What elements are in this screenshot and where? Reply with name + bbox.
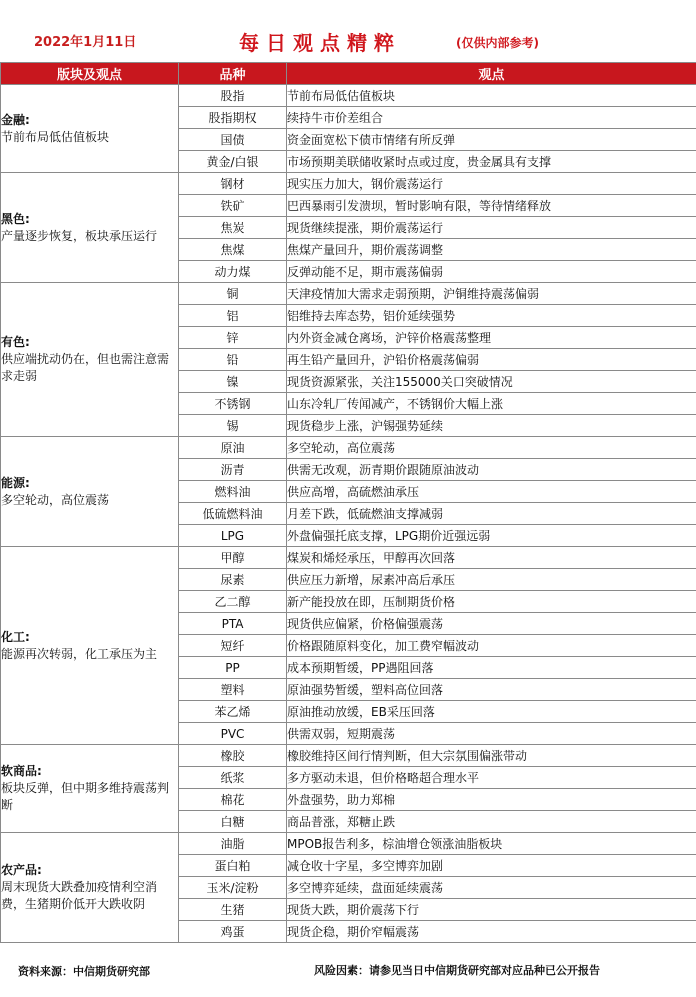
view-cell: 现货大跌，期价震荡下行 <box>287 899 696 921</box>
variety-cell: 国债 <box>179 129 287 151</box>
variety-cell: 动力煤 <box>179 261 287 283</box>
variety-cell: 鸡蛋 <box>179 921 287 943</box>
variety-cell: 铜 <box>179 283 287 305</box>
header-sector: 版块及观点 <box>1 63 179 85</box>
view-cell: 月差下跌，低硫燃油支撑减弱 <box>287 503 696 525</box>
variety-cell: 沥青 <box>179 459 287 481</box>
sector-name: 农产品: <box>1 863 42 877</box>
sector-view: 多空轮动，高位震荡 <box>1 492 110 507</box>
variety-cell: 白糖 <box>179 811 287 833</box>
view-cell: 天津疫情加大需求走弱预期，沪铜维持震荡偏弱 <box>287 283 696 305</box>
view-cell: 现货企稳，期价窄幅震荡 <box>287 921 696 943</box>
view-cell: 多空博弈延续，盘面延续震荡 <box>287 877 696 899</box>
variety-cell: 黄金/白银 <box>179 151 287 173</box>
variety-cell: 甲醇 <box>179 547 287 569</box>
sector-cell <box>1 173 179 283</box>
sector-cell <box>1 547 179 745</box>
sector-view: 供应端扰动仍在，但也需注意需求走弱 <box>1 352 170 383</box>
sector-view: 周末现货大跌叠加疫情利空消费，生猪期价低开大跌收阴 <box>1 880 158 911</box>
view-cell: 节前布局低估值板块 <box>287 85 696 107</box>
sector-cell <box>1 283 179 437</box>
view-cell: 价格跟随原料变化，加工费窄幅波动 <box>287 635 696 657</box>
view-cell: 原油推动放缓，EB采压回落 <box>287 701 696 723</box>
variety-cell: 棉花 <box>179 789 287 811</box>
view-cell: 现货资源紧张，关注155000关口突破情况 <box>287 371 696 393</box>
variety-cell: 纸浆 <box>179 767 287 789</box>
variety-cell: 镍 <box>179 371 287 393</box>
view-cell: 续持牛市价差组合 <box>287 107 696 129</box>
variety-cell: 原油 <box>179 437 287 459</box>
source-note: 资料来源：中信期货研究部 <box>18 965 150 978</box>
view-cell: MPOB报告利多，棕油增仓领涨油脂板块 <box>287 833 696 855</box>
table-row <box>1 85 696 107</box>
sector-name: 有色: <box>1 335 30 349</box>
variety-cell: 低硫燃料油 <box>179 503 287 525</box>
view-cell: 外盘强势，助力郑棉 <box>287 789 696 811</box>
variety-cell: PP <box>179 657 287 679</box>
variety-cell: 乙二醇 <box>179 591 287 613</box>
view-cell: 现货供应偏紧，价格偏强震荡 <box>287 613 696 635</box>
report-header <box>0 0 696 62</box>
report-subtitle: (仅供内部参考) <box>456 36 539 50</box>
view-cell: 再生铅产量回升，沪铅价格震荡偏弱 <box>287 349 696 371</box>
view-cell: 多方驱动未退，但价格略超合理水平 <box>287 767 696 789</box>
sector-view: 板块反弹，但中期多维持震荡判断 <box>1 781 170 812</box>
sector-view: 能源再次转弱，化工承压为主 <box>1 646 158 661</box>
view-cell: 市场预期美联储收紧时点或过度，贵金属具有支撑 <box>287 151 696 173</box>
sector-name: 化工: <box>1 629 30 644</box>
sector-cell <box>1 85 179 173</box>
variety-cell: 不锈钢 <box>179 393 287 415</box>
variety-cell: 股指 <box>179 85 287 107</box>
table-row <box>1 437 696 459</box>
header-variety: 品种 <box>179 63 287 85</box>
view-cell: 供应压力新增，尿素冲高后承压 <box>287 569 696 591</box>
variety-cell: 铝 <box>179 305 287 327</box>
variety-cell: 锡 <box>179 415 287 437</box>
variety-cell: 生猪 <box>179 899 287 921</box>
variety-cell: 焦炭 <box>179 217 287 239</box>
table-row <box>1 547 696 569</box>
sector-cell <box>1 833 179 943</box>
variety-cell: 蛋白粕 <box>179 855 287 877</box>
view-cell: 内外资金减仓离场，沪锌价格震荡整理 <box>287 327 696 349</box>
sector-view: 产量逐步恢复，板块承压运行 <box>1 228 158 243</box>
report-title: 每日观点精粹 <box>239 31 401 55</box>
view-cell: 商品普涨，郑糖止跌 <box>287 811 696 833</box>
sector-name: 软商品: <box>1 764 42 778</box>
view-cell: 焦煤产量回升，期价震荡调整 <box>287 239 696 261</box>
variety-cell: 短纤 <box>179 635 287 657</box>
variety-cell: 玉米/淀粉 <box>179 877 287 899</box>
view-cell: 现实压力加大，钢价震荡运行 <box>287 173 696 195</box>
view-cell: 山东冷轧厂传闻减产，不锈钢价大幅上涨 <box>287 393 696 415</box>
variety-cell: LPG <box>179 525 287 547</box>
view-cell: 供需无改观，沥青期价跟随原油波动 <box>287 459 696 481</box>
variety-cell: 燃料油 <box>179 481 287 503</box>
report-footer <box>0 950 696 997</box>
view-cell: 现货稳步上涨，沪锡强势延续 <box>287 415 696 437</box>
view-cell: 多空轮动，高位震荡 <box>287 437 696 459</box>
report-date: 2022年1月11日 <box>34 35 137 50</box>
variety-cell: 塑料 <box>179 679 287 701</box>
view-cell: 巴西暴雨引发溃坝，暂时影响有限，等待情绪释放 <box>287 195 696 217</box>
variety-cell: 股指期权 <box>179 107 287 129</box>
variety-cell: 苯乙烯 <box>179 701 287 723</box>
view-cell: 供需双弱，短期震荡 <box>287 723 696 745</box>
table-header-row <box>1 63 696 85</box>
sector-cell <box>1 437 179 547</box>
view-cell: 成本预期暂缓，PP遇阻回落 <box>287 657 696 679</box>
variety-cell: 尿素 <box>179 569 287 591</box>
view-cell: 新产能投放在即，压制期货价格 <box>287 591 696 613</box>
variety-cell: 油脂 <box>179 833 287 855</box>
variety-cell: 钢材 <box>179 173 287 195</box>
table-row <box>1 283 696 305</box>
view-cell: 橡胶维持区间行情判断，但大宗氛围偏涨带动 <box>287 745 696 767</box>
variety-cell: 锌 <box>179 327 287 349</box>
risk-note: 风险因素：请参见当日中信期货研究部对应品种已公开报告 <box>314 964 600 977</box>
view-cell: 原油强势暂缓，塑料高位回落 <box>287 679 696 701</box>
table-row <box>1 745 696 767</box>
sector-view: 节前布局低估值板块 <box>1 129 110 144</box>
variety-cell: 铅 <box>179 349 287 371</box>
views-table <box>0 62 696 943</box>
view-cell: 供应高增，高硫燃油承压 <box>287 481 696 503</box>
sector-name: 金融: <box>1 112 30 127</box>
view-cell: 煤炭和烯烃承压，甲醇再次回落 <box>287 547 696 569</box>
header-view: 观点 <box>287 63 696 85</box>
view-cell: 减仓收十字星，多空博弈加剧 <box>287 855 696 877</box>
sector-cell <box>1 745 179 833</box>
sector-name: 能源: <box>1 475 30 490</box>
view-cell: 外盘偏强托底支撑，LPG期价近强远弱 <box>287 525 696 547</box>
view-cell: 资金面宽松下债市情绪有所反弹 <box>287 129 696 151</box>
variety-cell: PTA <box>179 613 287 635</box>
variety-cell: 铁矿 <box>179 195 287 217</box>
sector-name: 黑色: <box>1 211 30 226</box>
view-cell: 反弹动能不足，期市震荡偏弱 <box>287 261 696 283</box>
variety-cell: 橡胶 <box>179 745 287 767</box>
table-row <box>1 173 696 195</box>
view-cell: 铝维持去库态势，铝价延续强势 <box>287 305 696 327</box>
view-cell: 现货继续提涨，期价震荡运行 <box>287 217 696 239</box>
variety-cell: PVC <box>179 723 287 745</box>
variety-cell: 焦煤 <box>179 239 287 261</box>
table-row <box>1 833 696 855</box>
table-body <box>1 85 696 943</box>
